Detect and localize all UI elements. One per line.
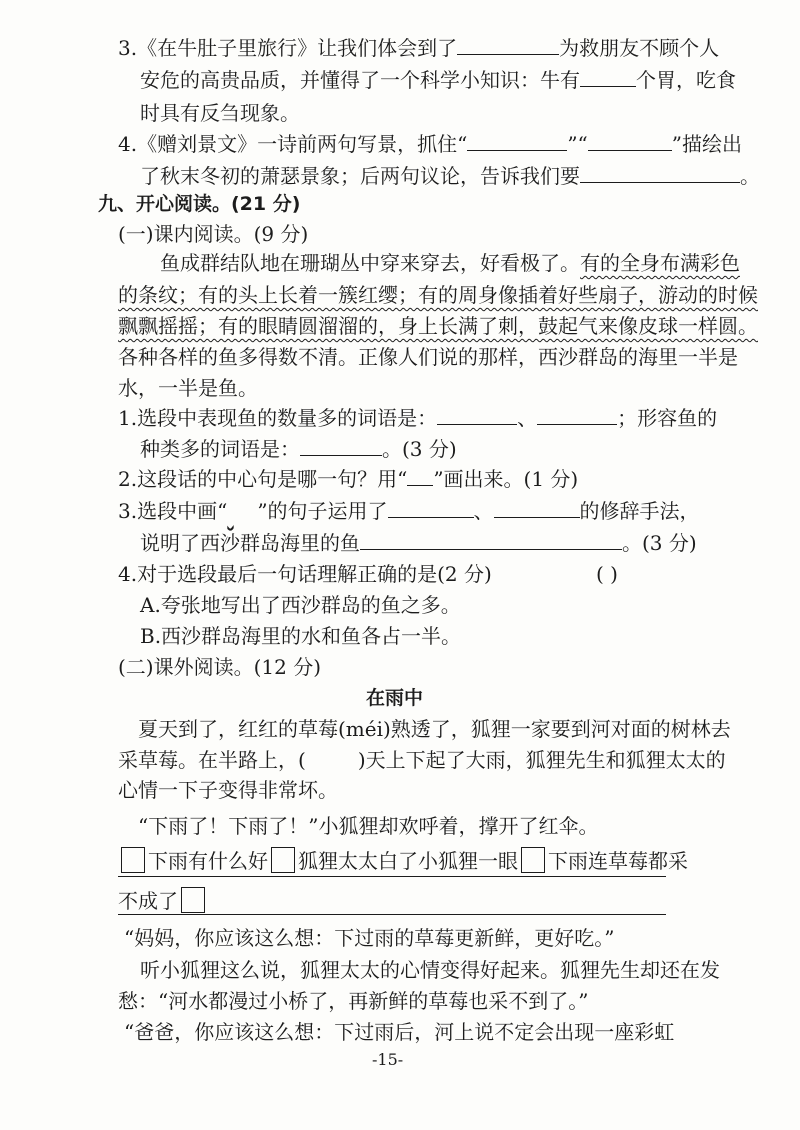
story-line: “爸爸，你应该这么想：下过雨后，河上说不定会出现一座彩虹: [124, 1020, 675, 1044]
page-number: -15-: [372, 1050, 404, 1069]
punctuation-box[interactable]: [181, 887, 205, 913]
story-line: 心情一下子变得非常坏。: [118, 778, 338, 802]
story-line: “下雨了！下雨了！”小狐狸却欢呼着，撑开了红伞。: [138, 814, 599, 838]
passage-line: 水，一半是鱼。: [118, 376, 258, 400]
part-heading: (二)课外阅读。(12 分): [118, 655, 322, 679]
divider-line: [118, 914, 666, 915]
answer-blank[interactable]: [580, 164, 740, 183]
answer-blank[interactable]: [588, 132, 672, 151]
passage-line: 各种各样的鱼多得数不清。正像人们说的那样，西沙群岛的海里一半是: [118, 345, 738, 369]
q4-line-1: 4.《赠刘景文》一诗前两句写景，抓住“ ”“ ”描绘出: [118, 132, 742, 156]
story-title: 在雨中: [366, 687, 424, 709]
punctuation-box[interactable]: [521, 847, 545, 873]
punctuation-box[interactable]: [121, 847, 145, 873]
p1-q3-line-1: 3.选段中画“ ”的句子运用了 、 的修辞手法，: [118, 499, 700, 523]
answer-paren[interactable]: ( ): [596, 562, 618, 586]
option-a: A.夸张地写出了西沙群岛的鱼之多。: [140, 593, 461, 617]
q3-line-2: 安危的高贵品质，并懂得了一个科学小知识：牛有 个胃，吃食: [140, 68, 736, 92]
q3-line-1: 3.《在牛肚子里旅行》让我们体会到了 为救朋友不顾个人: [118, 36, 720, 60]
divider-line: [118, 876, 666, 877]
answer-blank[interactable]: [300, 437, 382, 456]
answer-blank[interactable]: [494, 499, 580, 518]
answer-blank[interactable]: [437, 406, 517, 425]
option-b: B.西沙群岛海里的水和鱼各占一半。: [140, 624, 462, 648]
p1-q1-line-2: 种类多的词语是： 。(3 分): [140, 437, 457, 461]
part-heading: (一)课内阅读。(9 分): [118, 222, 309, 246]
p1-q2-line: 2.这段话的中心句是哪一句？用“ ”画出来。(1 分): [118, 467, 579, 491]
straight-line-mark: [407, 467, 433, 486]
story-line: “妈妈，你应该这么想：下过雨的草莓更新鲜，更好吃。”: [124, 926, 615, 950]
wavy-line-mark: [227, 499, 257, 523]
answer-blank[interactable]: [360, 531, 622, 550]
answer-blank[interactable]: [457, 36, 559, 55]
section-heading: 九、开心阅读。(21 分): [98, 193, 301, 215]
p1-q1-line-1: 1.选段中表现鱼的数量多的词语是： 、 ；形容鱼的: [118, 406, 718, 430]
answer-blank[interactable]: [467, 132, 567, 151]
answer-blank[interactable]: [388, 499, 474, 518]
p1-q3-line-2: 说明了西沙群岛海里的鱼 。(3 分): [140, 531, 697, 555]
answer-blank[interactable]: [580, 68, 636, 87]
punctuation-line: 不成了: [118, 887, 208, 913]
q3-line-3: 时具有反刍现象。: [140, 101, 300, 125]
story-line: 夏天到了，红红的草莓(méi)熟透了，狐狸一家要到河对面的树林去: [138, 717, 731, 741]
q4-line-2: 了秋末冬初的萧瑟景象；后两句议论，告诉我们要 。: [140, 164, 760, 188]
p1-q4-stem: 4.对于选段最后一句话理解正确的是(2 分): [118, 562, 492, 586]
punctuation-box[interactable]: [271, 847, 295, 873]
punctuation-line: 下雨有什么好 狐狸太太白了小狐狸一眼 下雨连草莓都采: [118, 847, 688, 873]
story-line: 采草莓。在半路上，( )天上下起了大雨，狐狸先生和狐狸太太的: [118, 748, 726, 772]
answer-blank[interactable]: [537, 406, 617, 425]
story-line: 听小狐狸这么说，狐狸太太的心情变得好起来。狐狸先生却还在发: [140, 958, 720, 982]
passage-line: 的条纹；有的头上长着一簇红缨；有的周身像插着好些扇子，游动的时候: [118, 283, 758, 307]
passage-line: 鱼成群结队地在珊瑚丛中穿来穿去，好看极了。有的全身布满彩色: [160, 251, 740, 275]
passage-line: 飘飘摇摇；有的眼睛圆溜溜的，身上长满了刺，鼓起气来像皮球一样圆。: [118, 314, 758, 338]
story-line: 愁：“河水都漫过小桥了，再新鲜的草莓也采不到了。”: [118, 989, 589, 1013]
